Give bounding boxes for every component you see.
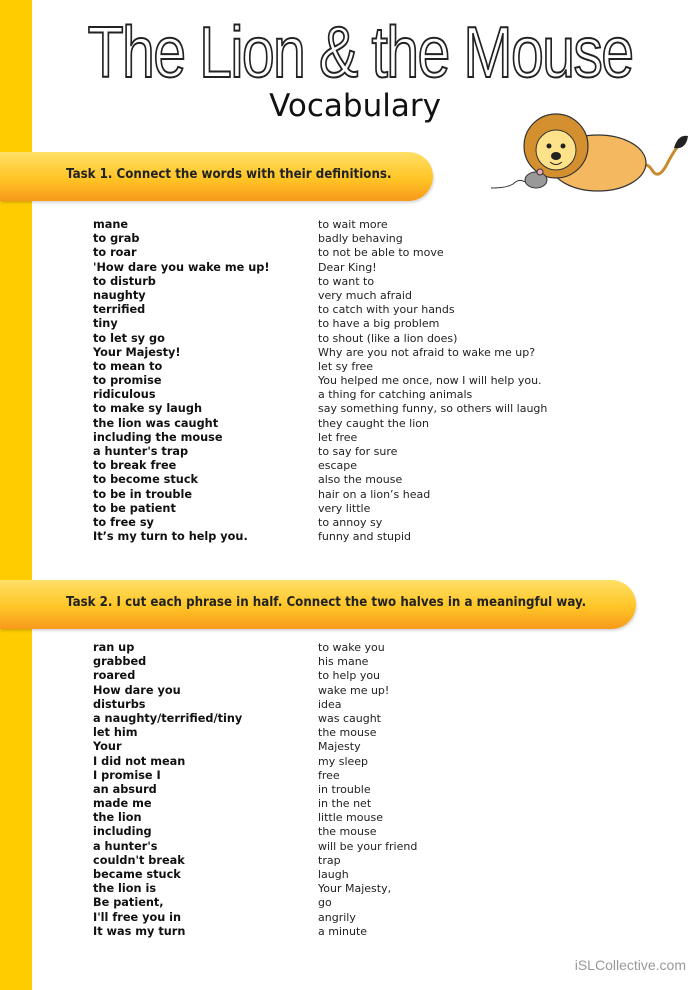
left-item: Be patient, xyxy=(93,896,164,910)
task2-instruction: Task 2. I cut each phrase in half. Connect the two halves in a meaningful way. xyxy=(66,595,587,610)
right-item: hair on a lion’s head xyxy=(318,487,431,501)
right-item: to wake you xyxy=(318,641,385,654)
list-row xyxy=(93,840,593,854)
right-item: to want to xyxy=(318,274,375,288)
task2-matching-list xyxy=(93,641,593,939)
list-row xyxy=(93,388,593,402)
right-item: You helped me once, now I will help you. xyxy=(318,374,542,388)
right-item: to have a big problem xyxy=(318,317,440,331)
left-item: to let sy go xyxy=(93,331,165,345)
list-row xyxy=(93,712,593,726)
right-item: say something funny, so others will laugh xyxy=(318,402,548,416)
right-item: Your Majesty, xyxy=(318,882,392,896)
right-item: very little xyxy=(318,501,371,515)
left-item: It was my turn xyxy=(93,924,186,938)
left-item: grabbed xyxy=(93,655,147,669)
right-item: go xyxy=(318,896,332,910)
right-item: his mane xyxy=(318,655,369,669)
left-item: to be in trouble xyxy=(93,487,193,501)
list-row xyxy=(93,317,593,331)
right-item: my sleep xyxy=(318,754,369,768)
watermark: iSLCollective.com xyxy=(574,957,686,973)
right-item: in trouble xyxy=(318,782,371,796)
right-item: in the net xyxy=(318,797,372,811)
left-item: How dare you xyxy=(93,683,181,697)
right-item: to wait more xyxy=(318,218,388,231)
list-row xyxy=(93,740,593,754)
left-item: the lion was caught xyxy=(93,416,219,430)
list-row xyxy=(93,530,593,544)
right-item: also the mouse xyxy=(318,473,403,487)
list-row xyxy=(93,275,593,289)
left-item: a hunter's xyxy=(93,839,158,853)
list-row xyxy=(93,218,593,232)
left-item: a naughty/terrified/tiny xyxy=(93,711,243,725)
task1-instruction: Task 1. Connect the words with their definitions. xyxy=(66,167,392,182)
left-item: terrified xyxy=(93,303,146,317)
list-row xyxy=(93,868,593,882)
left-item: to promise xyxy=(93,374,162,388)
list-row xyxy=(93,360,593,374)
list-row xyxy=(93,755,593,769)
left-item: disturbs xyxy=(93,697,146,711)
list-row xyxy=(93,516,593,530)
left-item: to free sy xyxy=(93,515,154,529)
left-item: made me xyxy=(93,797,152,811)
list-row xyxy=(93,698,593,712)
right-item: Majesty xyxy=(318,740,361,754)
right-item: the mouse xyxy=(318,726,377,740)
left-item: including xyxy=(93,825,152,839)
list-row xyxy=(93,289,593,303)
list-row xyxy=(93,825,593,839)
right-item: free xyxy=(318,768,340,782)
right-item: was caught xyxy=(318,711,381,725)
list-row xyxy=(93,246,593,260)
left-item: I promise I xyxy=(93,768,161,782)
left-item: to mean to xyxy=(93,359,163,373)
list-row xyxy=(93,431,593,445)
list-row xyxy=(93,232,593,246)
list-row xyxy=(93,417,593,431)
left-item: Your Majesty! xyxy=(93,345,181,359)
right-item: a thing for catching animals xyxy=(318,388,473,402)
page-title: The Lion & the Mouse xyxy=(87,13,633,93)
list-row xyxy=(93,655,593,669)
right-item: escape xyxy=(318,459,358,473)
right-item: very much afraid xyxy=(318,288,412,302)
sidebar-stripe xyxy=(0,0,32,990)
left-item: to disturb xyxy=(93,274,156,288)
list-row xyxy=(93,684,593,698)
task2-banner xyxy=(0,580,636,629)
list-row xyxy=(93,726,593,740)
task1-matching-list xyxy=(93,218,593,544)
list-row xyxy=(93,488,593,502)
list-row xyxy=(93,882,593,896)
lion-mouse-illustration xyxy=(488,108,693,198)
left-item: I did not mean xyxy=(93,754,186,768)
right-item: Why are you not afraid to wake me up? xyxy=(318,345,536,359)
left-item: I'll free you in xyxy=(93,910,182,924)
right-item: to shout (like a lion does) xyxy=(318,331,458,345)
list-row xyxy=(93,669,593,683)
list-row xyxy=(93,797,593,811)
right-item: to help you xyxy=(318,669,381,683)
right-item: to annoy sy xyxy=(318,515,383,529)
right-item: wake me up! xyxy=(318,683,390,697)
left-item: ran up xyxy=(93,641,135,654)
left-item: to make sy laugh xyxy=(93,402,202,416)
left-item: let him xyxy=(93,726,138,740)
right-item: badly behaving xyxy=(318,232,403,246)
list-row xyxy=(93,346,593,360)
right-item: laugh xyxy=(318,868,349,881)
page-subtitle: Vocabulary xyxy=(269,88,441,124)
left-item: 'How dare you wake me up! xyxy=(93,260,270,274)
right-item: let sy free xyxy=(318,359,374,373)
right-item: will be your friend xyxy=(318,839,418,853)
right-item: Dear King! xyxy=(318,260,377,274)
list-row xyxy=(93,459,593,473)
left-item: to roar xyxy=(93,246,137,260)
left-item: roared xyxy=(93,669,136,683)
list-row xyxy=(93,854,593,868)
left-item: including the mouse xyxy=(93,430,223,444)
task1-banner xyxy=(0,152,433,201)
list-row xyxy=(93,374,593,388)
list-row xyxy=(93,911,593,925)
right-item: trap xyxy=(318,853,341,867)
left-item: became stuck xyxy=(93,868,181,881)
right-item: to not be able to move xyxy=(318,246,444,260)
right-item: funny and stupid xyxy=(318,530,412,544)
list-row xyxy=(93,783,593,797)
list-row xyxy=(93,769,593,783)
right-item: they caught the lion xyxy=(318,416,429,430)
list-row xyxy=(93,502,593,516)
list-row xyxy=(93,332,593,346)
list-row xyxy=(93,925,593,939)
left-item: an absurd xyxy=(93,782,157,796)
list-row xyxy=(93,303,593,317)
right-item: to catch with your hands xyxy=(318,303,455,317)
left-item: couldn't break xyxy=(93,853,185,867)
right-item: a minute xyxy=(318,924,368,938)
list-row xyxy=(93,402,593,416)
left-item: naughty xyxy=(93,288,146,302)
list-row xyxy=(93,473,593,487)
left-item: a hunter's trap xyxy=(93,445,189,458)
right-item: let free xyxy=(318,430,358,444)
left-item: the lion xyxy=(93,811,142,825)
left-item: to be patient xyxy=(93,501,176,515)
right-item: to say for sure xyxy=(318,445,398,458)
list-row xyxy=(93,445,593,459)
right-item: idea xyxy=(318,697,342,711)
list-row xyxy=(93,641,593,655)
list-row xyxy=(93,811,593,825)
left-item: It’s my turn to help you. xyxy=(93,530,248,544)
left-item: tiny xyxy=(93,317,118,331)
right-item: angrily xyxy=(318,910,356,924)
left-item: mane xyxy=(93,218,129,231)
left-item: Your xyxy=(93,740,122,754)
left-item: to grab xyxy=(93,232,140,246)
right-item: the mouse xyxy=(318,825,377,839)
left-item: to break free xyxy=(93,459,177,473)
list-row xyxy=(93,896,593,910)
right-item: little mouse xyxy=(318,811,383,825)
list-row xyxy=(93,261,593,275)
left-item: the lion is xyxy=(93,882,157,896)
left-item: ridiculous xyxy=(93,388,156,402)
left-item: to become stuck xyxy=(93,473,199,487)
